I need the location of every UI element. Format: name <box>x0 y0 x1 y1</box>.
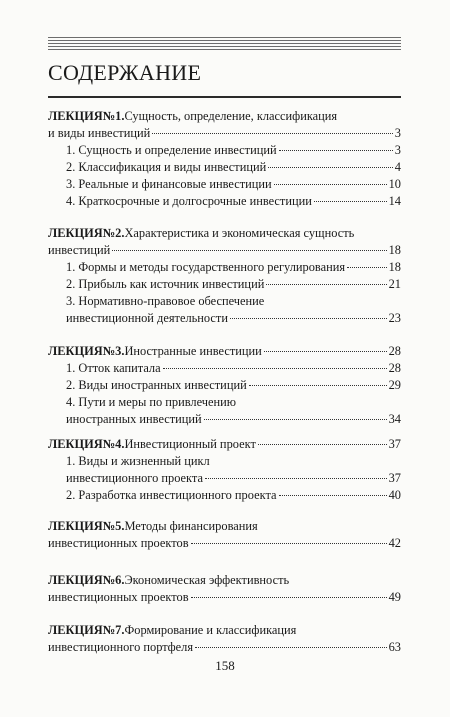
toc-line <box>48 225 401 242</box>
dot-leader <box>195 647 387 648</box>
dot-leader <box>314 201 387 202</box>
toc-line <box>48 259 401 276</box>
lecture-title: и виды инвестиций <box>48 126 151 140</box>
toc-line <box>48 639 401 656</box>
toc-line <box>48 377 401 394</box>
lecture-title: Сущность, определение, классификация <box>124 109 338 123</box>
dot-leader <box>205 478 387 479</box>
toc-page-ref: 28 <box>388 344 401 358</box>
toc-line <box>48 394 401 411</box>
toc-lecture-entry <box>48 108 401 210</box>
toc-line <box>48 310 401 327</box>
toc-subitem-text: 3. Нормативно-правовое обеспечение <box>66 294 265 308</box>
toc-page-ref: 21 <box>388 277 401 291</box>
toc-page-ref: 49 <box>388 590 401 604</box>
toc-subitem-text: 2. Классификация и виды инвестиций <box>66 160 267 174</box>
toc-line <box>48 470 401 487</box>
lecture-title: инвестиционных проектов <box>48 536 189 550</box>
dot-leader <box>249 385 387 386</box>
lecture-label: ЛЕКЦИЯ№4. <box>48 437 125 451</box>
toc-subitem-text: 3. Реальные и финансовые инвестиции <box>66 177 272 191</box>
dot-leader <box>279 495 387 496</box>
toc-line <box>48 159 401 176</box>
page-number: 158 <box>215 658 235 673</box>
lecture-label: ЛЕКЦИЯ№3. <box>48 344 125 358</box>
dot-leader <box>264 351 387 352</box>
toc-lecture-entry <box>48 225 401 327</box>
dot-leader <box>347 267 387 268</box>
dot-leader <box>152 133 393 134</box>
toc-lecture-entry <box>48 518 401 552</box>
toc-subitem-text: иностранных инвестиций <box>66 412 202 426</box>
toc-page-ref: 3 <box>394 126 401 140</box>
dot-leader <box>279 150 393 151</box>
toc-line <box>48 343 401 360</box>
toc-line <box>48 411 401 428</box>
toc-line <box>48 453 401 470</box>
lecture-label: ЛЕКЦИЯ№1. <box>48 109 125 123</box>
toc-line <box>48 535 401 552</box>
toc-subitem-text: 1. Формы и методы государственного регулирования <box>66 260 346 274</box>
toc-line <box>48 487 401 504</box>
lecture-label: ЛЕКЦИЯ№5. <box>48 519 125 533</box>
lecture-title: инвестиционного портфеля <box>48 640 194 654</box>
toc-page-ref: 14 <box>388 194 401 208</box>
lecture-title: Иностранные инвестиции <box>124 344 262 358</box>
dot-leader <box>268 167 393 168</box>
toc-lecture-entry <box>48 622 401 656</box>
lecture-title: Методы финансирования <box>124 519 258 533</box>
toc-page-ref: 34 <box>388 412 401 426</box>
dot-leader <box>163 368 387 369</box>
toc-line <box>48 142 401 159</box>
toc-line <box>48 622 401 639</box>
header-rule-band <box>48 37 401 50</box>
lecture-title: Экономическая эффективность <box>124 573 290 587</box>
toc-lecture-entry <box>48 343 401 428</box>
toc-page-ref: 18 <box>388 260 401 274</box>
toc-page-ref: 10 <box>388 177 401 191</box>
lecture-title: инвестиционных проектов <box>48 590 189 604</box>
toc-line <box>48 293 401 310</box>
toc-lecture-entry <box>48 436 401 504</box>
toc-line <box>48 436 401 453</box>
toc-line <box>48 125 401 142</box>
dot-leader <box>112 250 386 251</box>
toc-line <box>48 360 401 377</box>
lecture-label: ЛЕКЦИЯ№6. <box>48 573 125 587</box>
toc-lecture-entry <box>48 572 401 606</box>
toc-subitem-text: 1. Сущность и определение инвестиций <box>66 143 277 157</box>
lecture-title: Характеристика и экономическая сущность <box>124 226 355 240</box>
toc-subitem-text: 2. Разработка инвестиционного проекта <box>66 488 277 502</box>
lecture-title: Формирование и классификация <box>124 623 297 637</box>
dot-leader <box>258 444 387 445</box>
toc-subitem-text: 2. Виды иностранных инвестиций <box>66 378 247 392</box>
toc-subitem-text: 1. Отток капитала <box>66 361 161 375</box>
toc-line <box>48 518 401 535</box>
toc-subitem-text: 4. Пути и меры по привлечению <box>66 395 237 409</box>
dot-leader <box>191 543 387 544</box>
toc-subitem-text: инвестиционного проекта <box>66 471 203 485</box>
dot-leader <box>266 284 386 285</box>
toc-subitem-text: инвестиционной деятельности <box>66 311 228 325</box>
dot-leader <box>204 419 387 420</box>
toc-page-ref: 23 <box>388 311 401 325</box>
toc-page-ref: 37 <box>388 471 401 485</box>
toc-line <box>48 589 401 606</box>
dot-leader <box>274 184 387 185</box>
lecture-label: ЛЕКЦИЯ№7. <box>48 623 125 637</box>
title-underline <box>48 96 401 98</box>
toc-line <box>48 572 401 589</box>
dot-leader <box>191 597 387 598</box>
toc-page-ref: 40 <box>388 488 401 502</box>
toc-line <box>48 193 401 210</box>
toc-line <box>48 176 401 193</box>
toc-page-ref: 63 <box>388 640 401 654</box>
toc-subitem-text: 2. Прибыль как источник инвестиций <box>66 277 265 291</box>
toc-subitem-text: 4. Краткосрочные и долгосрочные инвестиции <box>66 194 312 208</box>
toc-page-ref: 29 <box>388 378 401 392</box>
toc-line <box>48 276 401 293</box>
toc-line <box>48 242 401 259</box>
lecture-title: инвестиций <box>48 243 111 257</box>
dot-leader <box>230 318 387 319</box>
toc-page-ref: 37 <box>388 437 401 451</box>
toc-line <box>48 108 401 125</box>
page-title: СОДЕРЖАНИЕ <box>48 60 202 85</box>
toc-page-ref: 3 <box>394 143 401 157</box>
toc-page-ref: 18 <box>388 243 401 257</box>
lecture-title: Инвестиционный проект <box>124 437 256 451</box>
toc-page-ref: 42 <box>388 536 401 550</box>
lecture-label: ЛЕКЦИЯ№2. <box>48 226 125 240</box>
toc-page-ref: 4 <box>394 160 401 174</box>
toc-subitem-text: 1. Виды и жизненный цикл <box>66 454 210 468</box>
toc-page-ref: 28 <box>388 361 401 375</box>
